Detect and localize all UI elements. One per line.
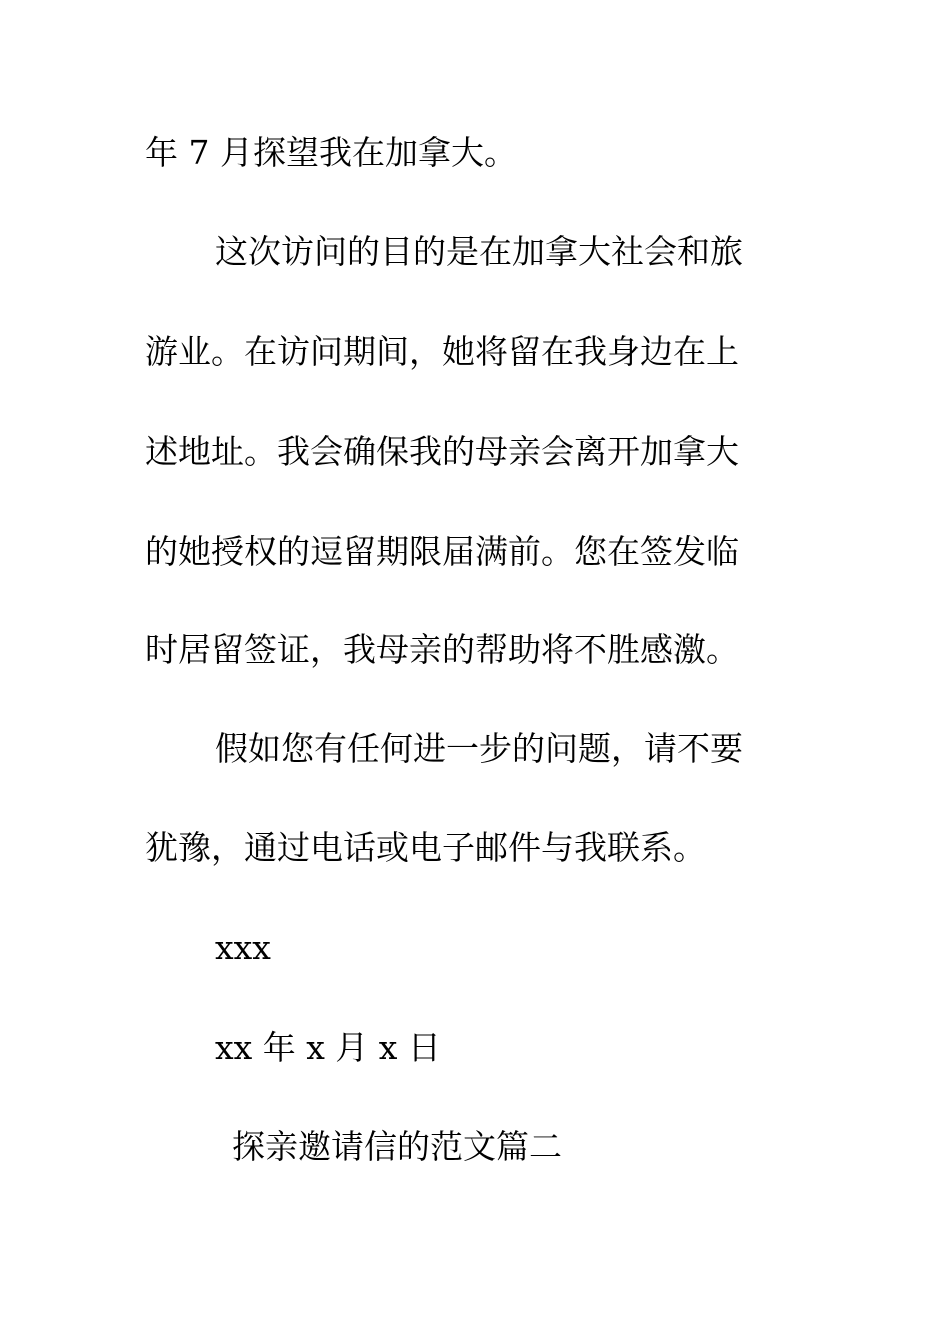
paragraph-line: 这次访问的目的是在加拿大社会和旅: [215, 232, 743, 271]
paragraph-line: 假如您有任何进一步的问题，请不要: [215, 729, 743, 768]
paragraph-line: 游业。在访问期间，她将留在我身边在上: [145, 332, 739, 371]
signature-name: xxx: [215, 928, 271, 967]
letter-date: xx 年 x 月 x 日: [215, 1028, 441, 1067]
paragraph-line: 年 7 月探望我在加拿大。: [145, 133, 517, 172]
section-heading: 探亲邀请信的范文篇二: [232, 1127, 562, 1166]
paragraph-line: 犹豫，通过电话或电子邮件与我联系。: [145, 828, 706, 867]
paragraph-line: 时居留签证，我母亲的帮助将不胜感激。: [145, 630, 739, 669]
paragraph-line: 述地址。我会确保我的母亲会离开加拿大: [145, 432, 739, 471]
paragraph-line: 的她授权的逗留期限届满前。您在签发临: [145, 532, 739, 571]
